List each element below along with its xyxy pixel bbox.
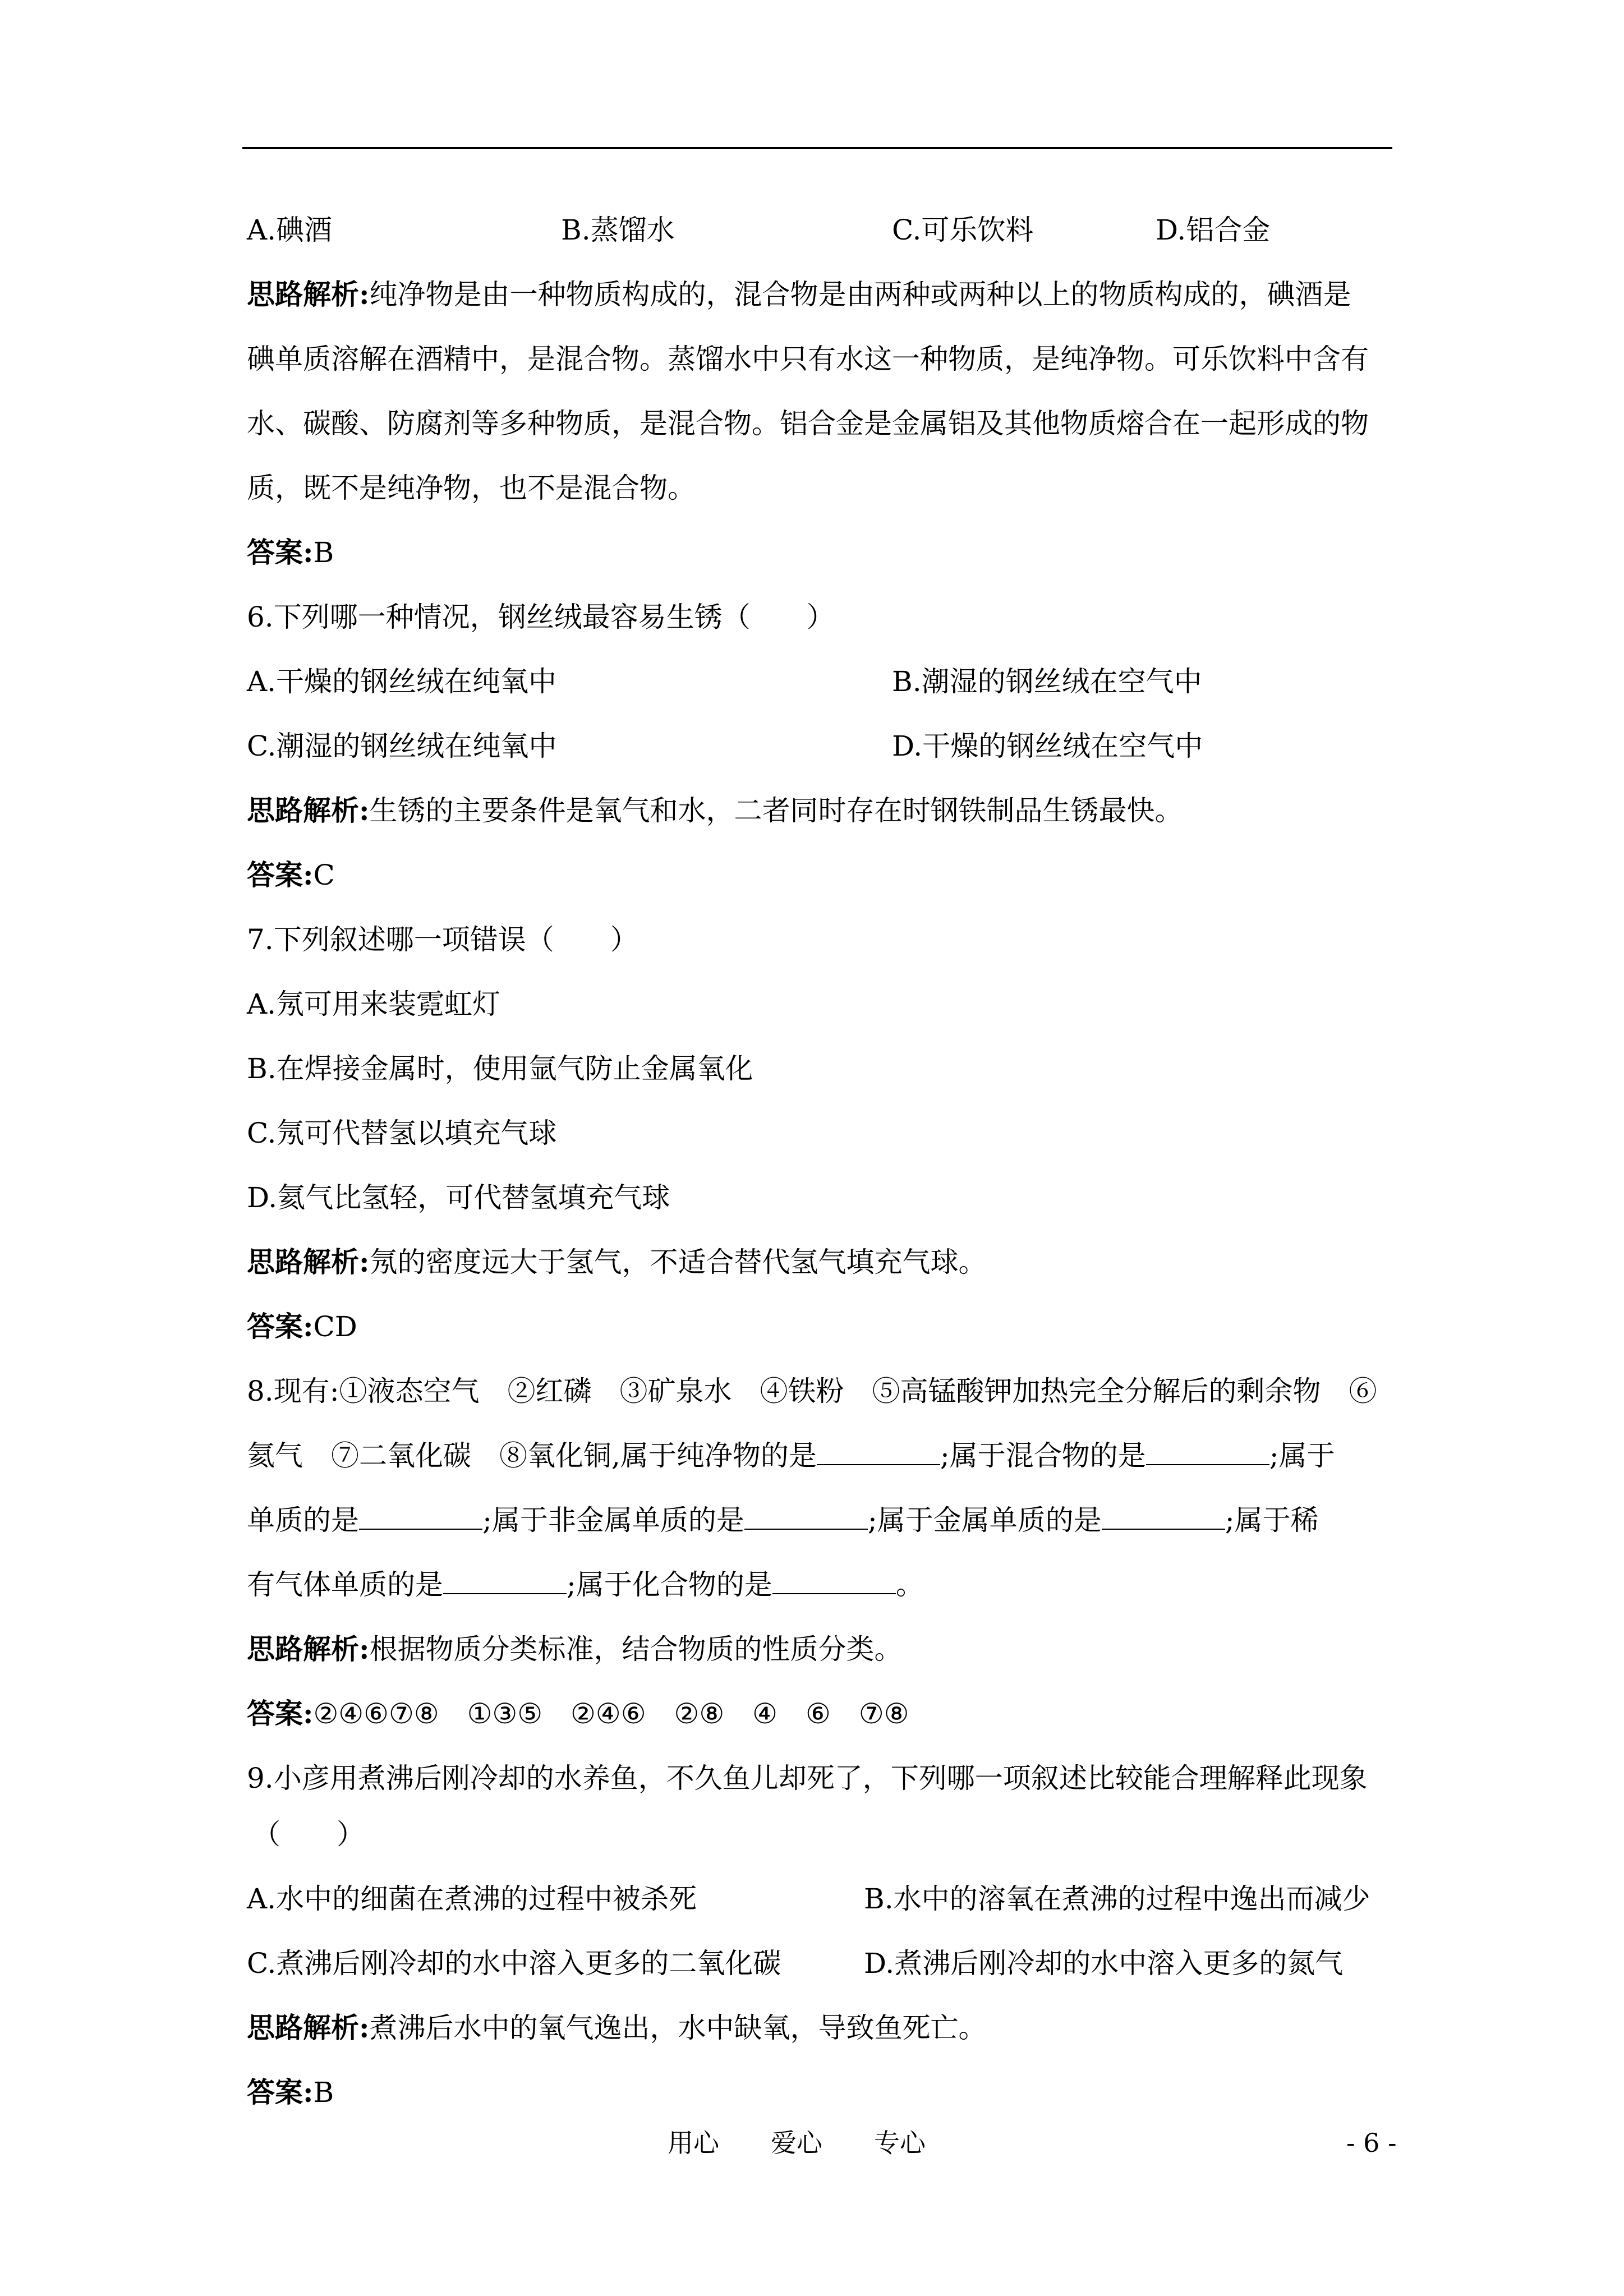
q9-option-a: A.水中的细菌在煮沸的过程中被杀死 bbox=[247, 1883, 697, 1915]
q8-blank-nonmetal[interactable] bbox=[744, 1497, 868, 1530]
header-rule bbox=[242, 147, 1392, 149]
q8-text: ;属于非金属单质的是 bbox=[482, 1504, 744, 1536]
answer-label: 答案: bbox=[247, 1697, 314, 1730]
q6-question: 6.下列哪一种情况，钢丝绒最容易生锈（ ） bbox=[247, 601, 835, 633]
q5-option-c: C.可乐饮料 bbox=[892, 214, 1034, 246]
q5-analysis-text-1: 纯净物是由一种物质构成的，混合物是由两种或两种以上的物质构成的，碘酒是 bbox=[369, 278, 1351, 311]
q6-analysis bbox=[247, 785, 1397, 836]
q5-option-d: D.铝合金 bbox=[1156, 214, 1271, 246]
q9-question: 9.小彦用煮沸后刚冷却的水养鱼，不久鱼儿却死了，下列哪一项叙述比较能合理解释此现象 bbox=[247, 1762, 1368, 1795]
q5-answer-value: B bbox=[313, 536, 334, 569]
q9-answer bbox=[247, 2067, 1397, 2118]
q9-question-cont: （ ） bbox=[252, 1818, 365, 1851]
q8-blank-compound[interactable] bbox=[772, 1562, 896, 1594]
q5-analysis-line-2: 碘单质溶解在酒精中，是混合物。蒸馏水中只有水这一种物质，是纯净物。可乐饮料中含有 bbox=[247, 343, 1369, 375]
q9-option-c: C.煮沸后刚冷却的水中溶入更多的二氧化碳 bbox=[247, 1947, 781, 1980]
q5-analysis-line-1 bbox=[247, 269, 1397, 320]
q7-answer bbox=[247, 1301, 1397, 1352]
q8-question-line-4 bbox=[247, 1559, 1397, 1610]
q5-option-a: A.碘酒 bbox=[247, 214, 333, 246]
q5-analysis-line-3: 水、碳酸、防腐剂等多种物质，是混合物。铝合金是金属铝及其他物质熔合在一起形成的物 bbox=[247, 407, 1369, 440]
q8-answer-value: ②④⑥⑦⑧ ①③⑤ ②④⑥ ②⑧ ④ ⑥ ⑦⑧ bbox=[313, 1697, 909, 1730]
q8-answer bbox=[247, 1688, 1397, 1739]
analysis-label: 思路解析: bbox=[247, 794, 370, 827]
q8-blank-mixture[interactable] bbox=[1146, 1433, 1269, 1465]
answer-label: 答案: bbox=[247, 2076, 314, 2109]
q8-text: ;属于金属单质的是 bbox=[867, 1504, 1102, 1536]
q8-text: ;属于混合物的是 bbox=[940, 1439, 1146, 1472]
q6-option-a: A.干燥的钢丝绒在纯氧中 bbox=[247, 665, 557, 698]
page-number: - 6 - bbox=[1346, 2128, 1397, 2158]
q7-option-b: B.在焊接金属时，使用氩气防止金属氧化 bbox=[247, 1052, 753, 1085]
q8-question-line-3 bbox=[247, 1495, 1397, 1545]
q8-text: 氦气 ⑦二氧化碳 ⑧氧化铜,属于纯净物的是 bbox=[247, 1439, 817, 1472]
answer-label: 答案: bbox=[247, 858, 314, 891]
q5-option-b: B.蒸馏水 bbox=[561, 214, 675, 246]
q5-answer bbox=[247, 527, 1397, 578]
q6-answer bbox=[247, 850, 1397, 900]
q9-option-b: B.水中的溶氧在煮沸的过程中逸出而减少 bbox=[864, 1883, 1370, 1915]
q6-option-c: C.潮湿的钢丝绒在纯氧中 bbox=[247, 730, 557, 762]
q8-text: 。 bbox=[895, 1568, 924, 1601]
q8-analysis-text: 根据物质分类标准，结合物质的性质分类。 bbox=[369, 1633, 903, 1665]
q7-question: 7.下列叙述哪一项错误（ ） bbox=[247, 923, 638, 956]
q7-analysis-text: 氖的密度远大于氢气，不适合替代氢气填充气球。 bbox=[369, 1246, 987, 1278]
q8-analysis bbox=[247, 1624, 1397, 1674]
q7-analysis bbox=[247, 1237, 1397, 1287]
q8-question-line-1: 8.现有:①液态空气 ②红磷 ③矿泉水 ④铁粉 ⑤高锰酸钾加热完全分解后的剩余物 ⑥ bbox=[247, 1375, 1377, 1407]
q7-option-d: D.氦气比氢轻，可代替氢填充气球 bbox=[247, 1181, 670, 1214]
q9-option-d: D.煮沸后刚冷却的水中溶入更多的氮气 bbox=[864, 1947, 1344, 1980]
q6-analysis-text: 生锈的主要条件是氧气和水，二者同时存在时钢铁制品生锈最快。 bbox=[369, 794, 1183, 827]
q9-answer-value: B bbox=[313, 2076, 334, 2109]
q8-blank-element[interactable] bbox=[359, 1497, 482, 1530]
q8-text: ;属于化合物的是 bbox=[567, 1568, 772, 1601]
q6-option-b: B.潮湿的钢丝绒在空气中 bbox=[892, 665, 1202, 698]
analysis-label: 思路解析: bbox=[247, 278, 370, 311]
q7-option-c: C.氖可代替氢以填充气球 bbox=[247, 1117, 557, 1149]
analysis-label: 思路解析: bbox=[247, 2011, 370, 2044]
q8-text: ;属于 bbox=[1269, 1439, 1335, 1472]
q8-question-line-2 bbox=[247, 1430, 1397, 1481]
footer-motto: 用心 爱心 专心 bbox=[668, 2128, 926, 2158]
q7-option-a: A.氖可用来装霓虹灯 bbox=[247, 988, 501, 1020]
q8-text: ;属于稀 bbox=[1225, 1504, 1319, 1536]
q8-blank-noble-gas[interactable] bbox=[443, 1562, 567, 1594]
q8-text: 单质的是 bbox=[247, 1504, 359, 1536]
analysis-label: 思路解析: bbox=[247, 1632, 370, 1665]
q6-option-d: D.干燥的钢丝绒在空气中 bbox=[892, 730, 1203, 762]
q9-analysis bbox=[247, 2003, 1397, 2053]
analysis-label: 思路解析: bbox=[247, 1245, 370, 1278]
q6-answer-value: C bbox=[313, 859, 335, 891]
answer-label: 答案: bbox=[247, 536, 314, 569]
q7-answer-value: CD bbox=[313, 1310, 357, 1343]
answer-label: 答案: bbox=[247, 1310, 314, 1343]
q8-text: 有气体单质的是 bbox=[247, 1568, 443, 1601]
q8-blank-pure[interactable] bbox=[817, 1433, 940, 1465]
q8-blank-metal[interactable] bbox=[1102, 1497, 1225, 1530]
q5-analysis-line-4: 质，既不是纯净物，也不是混合物。 bbox=[247, 472, 696, 504]
q9-analysis-text: 煮沸后水中的氧气逸出，水中缺氧，导致鱼死亡。 bbox=[369, 2012, 987, 2044]
